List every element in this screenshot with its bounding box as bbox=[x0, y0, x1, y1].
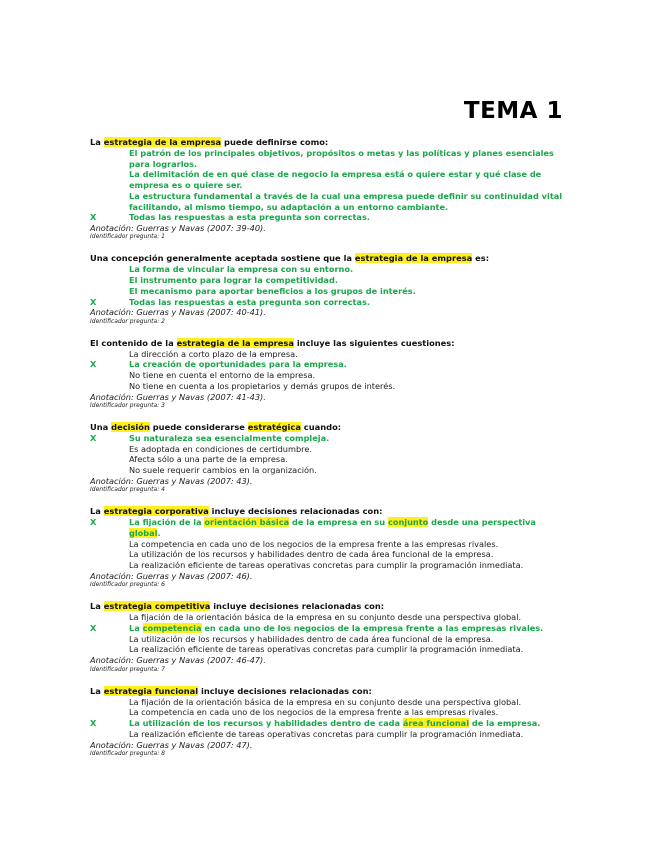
text-run: puede considerarse bbox=[149, 422, 248, 433]
answer-text bbox=[129, 297, 565, 308]
answer-mark bbox=[90, 454, 129, 465]
text-run: La realización eficiente de tareas operativas concretas para cumplir la programación inmediata. bbox=[129, 644, 524, 655]
text-run: La creación de oportunidades para la empresa. bbox=[129, 359, 347, 370]
answer-mark bbox=[90, 275, 129, 286]
answer-text bbox=[129, 707, 565, 718]
answer-mark bbox=[90, 634, 129, 645]
text-run: La bbox=[90, 137, 104, 147]
text-run: . bbox=[157, 528, 161, 539]
answer-text bbox=[129, 612, 565, 623]
answer-mark: X bbox=[90, 623, 97, 634]
highlighted-term: estrategia funcional bbox=[103, 685, 199, 696]
answer-mark bbox=[90, 612, 129, 623]
answer-mark bbox=[90, 349, 129, 360]
answer-mark bbox=[90, 465, 129, 476]
answer-mark bbox=[90, 560, 129, 571]
answer-text bbox=[129, 560, 565, 571]
text-run: La utilización de los recursos y habilidades dentro de cada bbox=[129, 718, 403, 729]
highlighted-term: estrategia corporativa bbox=[103, 506, 209, 517]
text-run: puede definirse como: bbox=[221, 137, 329, 147]
answer-option bbox=[90, 444, 565, 455]
answer-mark: X bbox=[90, 359, 97, 370]
text-run: en cada uno de los negocios de la empresa frente a las empresas rivales. bbox=[201, 623, 544, 634]
answer-option bbox=[90, 465, 565, 476]
answer-text bbox=[129, 697, 565, 708]
question-block bbox=[90, 338, 565, 410]
annotation: Anotación: Guerras y Navas (2007: 41-43). bbox=[90, 391, 266, 402]
answer-option bbox=[90, 517, 565, 538]
highlighted-term: estrategia competitiva bbox=[103, 601, 211, 612]
text-run: incluye decisiones relacionadas con: bbox=[210, 601, 385, 612]
answer-option bbox=[90, 549, 565, 560]
answer-text bbox=[129, 148, 565, 169]
text-run: de la empresa. bbox=[469, 718, 541, 729]
question-stem bbox=[90, 601, 565, 612]
highlighted-term: orientación básica bbox=[204, 517, 290, 528]
answer-option bbox=[90, 297, 565, 308]
answer-option bbox=[90, 560, 565, 571]
text-run: Es adoptada en condiciones de certidumbre. bbox=[129, 443, 312, 454]
question-stem bbox=[90, 422, 565, 433]
answer-option bbox=[90, 370, 565, 381]
answer-text bbox=[129, 275, 565, 286]
answer-mark bbox=[90, 381, 129, 392]
answer-mark: X bbox=[90, 433, 97, 444]
text-run: No suele requerir cambios en la organización. bbox=[129, 465, 317, 476]
answer-option bbox=[90, 697, 565, 708]
question-stem bbox=[90, 253, 565, 264]
annotation: Anotación: Guerras y Navas (2007: 43). bbox=[90, 475, 253, 486]
answer-mark bbox=[90, 370, 129, 381]
text-run: Todas las respuestas a esta pregunta son correctas. bbox=[129, 212, 370, 223]
question-stem bbox=[90, 686, 565, 697]
answer-mark bbox=[90, 264, 129, 275]
text-run: El patrón de los principales objetivos, propósitos o metas y las políticas y planes esenciales para lograrlos. bbox=[129, 148, 554, 169]
text-run: es: bbox=[472, 253, 490, 264]
answer-option bbox=[90, 264, 565, 275]
answer-text bbox=[129, 454, 565, 465]
answer-text bbox=[129, 634, 565, 645]
annotation: Anotación: Guerras y Navas (2007: 46-47). bbox=[90, 655, 266, 666]
answer-mark bbox=[90, 549, 129, 560]
answer-mark bbox=[90, 191, 129, 212]
text-run: La utilización de los recursos y habilidades dentro de cada área funcional de la empresa. bbox=[129, 633, 494, 644]
highlighted-term: conjunto bbox=[387, 517, 429, 528]
text-run: La delimitación de en qué clase de negocio la empresa está o quiere estar y qué clase de empresa es o quiere ser. bbox=[129, 169, 542, 191]
answer-option bbox=[90, 644, 565, 655]
answer-option bbox=[90, 433, 565, 444]
answer-option bbox=[90, 539, 565, 550]
text-run: de la empresa en su bbox=[289, 517, 388, 528]
text-run: La estructura fundamental a través de la cual una empresa puede definir su continuidad vital facilitando, al mismo tiempo, su adaptación a un entorno cambiante. bbox=[129, 190, 563, 212]
answer-text bbox=[129, 644, 565, 655]
answer-text bbox=[129, 381, 565, 392]
question-list bbox=[90, 137, 565, 770]
answer-option bbox=[90, 718, 565, 729]
question-stem bbox=[90, 506, 565, 517]
text-run: incluye decisiones relacionadas con: bbox=[198, 685, 372, 696]
answer-mark: X bbox=[90, 212, 97, 223]
answer-mark: X bbox=[90, 296, 97, 307]
text-run: La forma de vincular la empresa con su entorno. bbox=[129, 264, 354, 275]
text-run: incluye las siguientes cuestiones: bbox=[293, 337, 455, 348]
question-identifier: Identificador pregunta: 1 bbox=[90, 233, 165, 241]
answer-mark bbox=[90, 707, 129, 718]
answer-text bbox=[129, 349, 565, 360]
answer-mark bbox=[90, 286, 129, 297]
question-block bbox=[90, 422, 565, 494]
answer-text bbox=[129, 212, 565, 223]
text-run: La fijación de la bbox=[129, 517, 205, 528]
answer-option bbox=[90, 381, 565, 392]
answer-option bbox=[90, 707, 565, 718]
highlighted-term: global bbox=[129, 528, 158, 539]
answer-mark: X bbox=[90, 517, 97, 528]
text-run: Una bbox=[90, 422, 112, 433]
question-stem bbox=[90, 137, 565, 148]
text-run: La bbox=[90, 506, 104, 517]
answer-option bbox=[90, 454, 565, 465]
answer-option bbox=[90, 623, 565, 634]
answer-mark bbox=[90, 444, 129, 455]
question-block bbox=[90, 137, 565, 241]
question-identifier: Identificador pregunta: 2 bbox=[90, 317, 165, 325]
text-run: El contenido de la bbox=[90, 337, 177, 348]
answer-option bbox=[90, 359, 565, 370]
answer-text bbox=[129, 549, 565, 560]
question-block bbox=[90, 253, 565, 325]
answer-option bbox=[90, 612, 565, 623]
text-run: Afecta sólo a una parte de la empresa. bbox=[129, 454, 288, 465]
answer-option bbox=[90, 212, 565, 223]
text-run: Su naturaleza sea esencialmente compleja. bbox=[129, 433, 330, 444]
highlighted-term: área funcional bbox=[402, 718, 470, 729]
answer-text bbox=[129, 465, 565, 476]
answer-option bbox=[90, 169, 565, 190]
answer-option bbox=[90, 349, 565, 360]
answer-text bbox=[129, 729, 565, 740]
text-run: La realización eficiente de tareas operativas concretas para cumplir la programación inmediata. bbox=[129, 560, 524, 571]
text-run: El instrumento para lograr la competitividad. bbox=[129, 275, 338, 286]
annotation: Anotación: Guerras y Navas (2007: 46). bbox=[90, 570, 253, 581]
answer-option bbox=[90, 191, 565, 212]
text-run: Una concepción generalmente aceptada sostiene que la bbox=[90, 253, 355, 264]
question-identifier: Identificador pregunta: 8 bbox=[90, 750, 165, 757]
answer-mark bbox=[90, 148, 129, 169]
answer-mark bbox=[90, 169, 129, 190]
annotation: Anotación: Guerras y Navas (2007: 40-41). bbox=[90, 307, 266, 318]
text-run: La realización eficiente de tareas operativas concretas para cumplir la programación inmediata. bbox=[129, 728, 524, 739]
question-block bbox=[90, 686, 565, 758]
answer-option bbox=[90, 729, 565, 740]
answer-mark bbox=[90, 644, 129, 655]
text-run: desde una perspectiva bbox=[428, 517, 536, 528]
highlighted-term: estratégica bbox=[247, 422, 301, 433]
answer-option bbox=[90, 275, 565, 286]
answer-text bbox=[129, 359, 565, 370]
highlighted-term: competencia bbox=[142, 623, 202, 634]
answer-text bbox=[129, 370, 565, 381]
answer-mark: X bbox=[90, 718, 97, 729]
answer-text bbox=[129, 444, 565, 455]
text-run: La bbox=[90, 685, 104, 696]
answer-mark bbox=[90, 539, 129, 550]
text-run: La dirección a corto plazo de la empresa. bbox=[129, 348, 298, 359]
text-run: No tiene en cuenta el entorno de la empresa. bbox=[129, 370, 316, 381]
answer-text bbox=[129, 191, 565, 212]
text-run: La fijación de la orientación básica de la empresa en su conjunto desde una perspectiva global. bbox=[129, 612, 522, 623]
text-run: La competencia en cada uno de los negocios de la empresa frente a las empresas rivales. bbox=[129, 707, 499, 718]
answer-text bbox=[129, 264, 565, 275]
text-run: La competencia en cada uno de los negocios de la empresa frente a las empresas rivales. bbox=[129, 538, 499, 549]
answer-mark bbox=[90, 697, 129, 708]
answer-text bbox=[129, 623, 565, 634]
page-title: TEMA 1 bbox=[463, 98, 563, 124]
text-run: El mecanismo para aportar beneficios a los grupos de interés. bbox=[129, 285, 416, 296]
answer-text bbox=[129, 718, 565, 729]
annotation: Anotación: Guerras y Navas (2007: 39-40). bbox=[90, 222, 266, 233]
text-run: La utilización de los recursos y habilidades dentro de cada área funcional de la empresa. bbox=[129, 549, 494, 560]
text-run: Todas las respuestas a esta pregunta son correctas. bbox=[129, 296, 370, 307]
question-identifier: Identificador pregunta: 7 bbox=[90, 665, 165, 673]
answer-option bbox=[90, 286, 565, 297]
question-identifier: Identificador pregunta: 4 bbox=[90, 486, 165, 494]
highlighted-term: estrategia de la empresa bbox=[354, 253, 473, 264]
answer-text bbox=[129, 433, 565, 444]
question-identifier: Identificador pregunta: 6 bbox=[90, 581, 165, 589]
question-block bbox=[90, 601, 565, 673]
answer-option bbox=[90, 148, 565, 169]
highlighted-term: estrategia de la empresa bbox=[103, 137, 222, 147]
text-run: La bbox=[90, 601, 104, 612]
answer-mark bbox=[90, 729, 129, 740]
answer-text bbox=[129, 286, 565, 297]
question-identifier: Identificador pregunta: 3 bbox=[90, 402, 165, 410]
answer-text bbox=[129, 539, 565, 550]
question-stem bbox=[90, 338, 565, 349]
highlighted-term: decisión bbox=[111, 422, 150, 433]
answer-text bbox=[129, 517, 565, 538]
text-run: La fijación de la orientación básica de la empresa en su conjunto desde una perspectiva global. bbox=[129, 696, 522, 707]
text-run: No tiene en cuenta a los propietarios y demás grupos de interés. bbox=[129, 380, 396, 391]
answer-text bbox=[129, 169, 565, 190]
question-block bbox=[90, 506, 565, 589]
highlighted-term: estrategia de la empresa bbox=[176, 337, 294, 348]
text-run: La bbox=[129, 623, 143, 634]
annotation: Anotación: Guerras y Navas (2007: 47). bbox=[90, 739, 253, 750]
text-run: cuando: bbox=[300, 422, 342, 433]
answer-option bbox=[90, 634, 565, 645]
text-run: incluye decisiones relacionadas con: bbox=[208, 506, 383, 517]
